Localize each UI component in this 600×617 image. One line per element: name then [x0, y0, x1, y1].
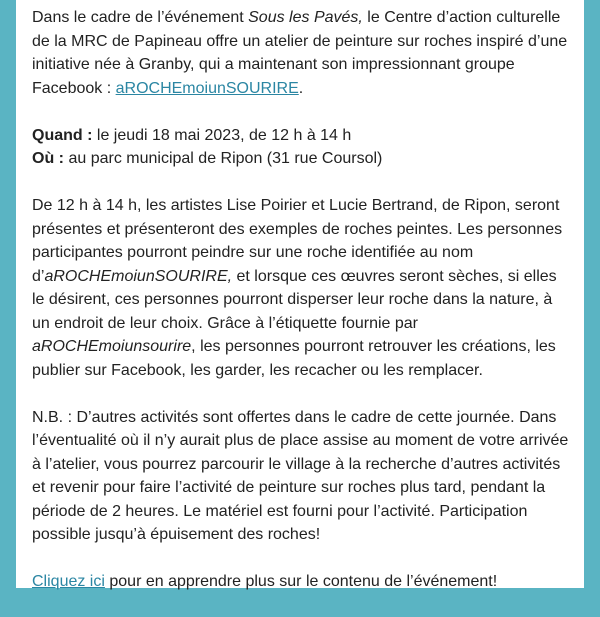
rock-tag-1: aROCHEmoiunSOURIRE,: [44, 267, 233, 285]
intro-text-2: le Centre d’action culturelle de la MRC de Papineau offre un atelier de peinture sur roches inspiré d’une initiative née à Granby, qui a maintenant son impressionnant groupe Facebook :: [32, 9, 568, 97]
where-label: Où :: [32, 150, 64, 167]
learn-more-link[interactable]: Cliquez ici: [32, 573, 105, 590]
rock-tag-2: aROCHEmoiunsourire: [32, 338, 192, 355]
details-paragraph: [32, 194, 572, 382]
details-text-1: De 12 h à 14 h, les artistes Lise Poirier et Lucie Bertrand, de Ripon, seront présentes et présenteront des exemples de roches peintes. Les personnes participantes pourront peindre sur une roche identifiée au nom d’: [32, 197, 563, 285]
event-name: Sous les Pavés,: [248, 9, 363, 26]
intro-text-3: .: [298, 79, 304, 97]
where-line: [32, 147, 572, 171]
details-text-3: , les personnes pourront retrouver les créations, les publier sur Facebook, les garder, les recacher ou les remplacer.: [32, 338, 556, 379]
details-text-2: et lorsque ces œuvres seront sèches, si elles le désirent, ces personnes pourront disperser leur roche dans la nature, à un endroit de leur choix. Grâce à l’étiquette fournie par: [32, 267, 557, 332]
cta-paragraph: [32, 570, 572, 594]
note-text: N.B. : D’autres activités sont offertes dans le cadre de cette journée. Dans l’éventualité où il n’y aurait plus de place assise au moment de votre arrivée à l’atelier, vous pourrez parcourir le village à la recherche d’autres activités et revenir pour faire l’activité de peinture sur roches plus tard, pendant la période de 2 heures. Le matériel est fourni pour l’activité. Participation possible jusqu’à épuisement des roches!: [32, 408, 569, 543]
when-line: [32, 124, 572, 148]
intro-paragraph: [32, 6, 572, 100]
where-value: au parc municipal de Ripon (31 rue Coursol): [64, 150, 383, 167]
when-label: Quand :: [32, 126, 93, 144]
facebook-group-link[interactable]: aROCHEmoiunSOURIRE: [115, 79, 299, 97]
email-content: [32, 6, 572, 617]
when-value: le jeudi 18 mai 2023, de 12 h à 14 h: [92, 126, 352, 144]
email-body-panel: [16, 0, 584, 588]
cta-text: pour en apprendre plus sur le contenu de l’événement!: [104, 573, 498, 590]
intro-text-1: Dans le cadre de l’événement: [32, 9, 249, 26]
note-paragraph: [32, 406, 572, 547]
